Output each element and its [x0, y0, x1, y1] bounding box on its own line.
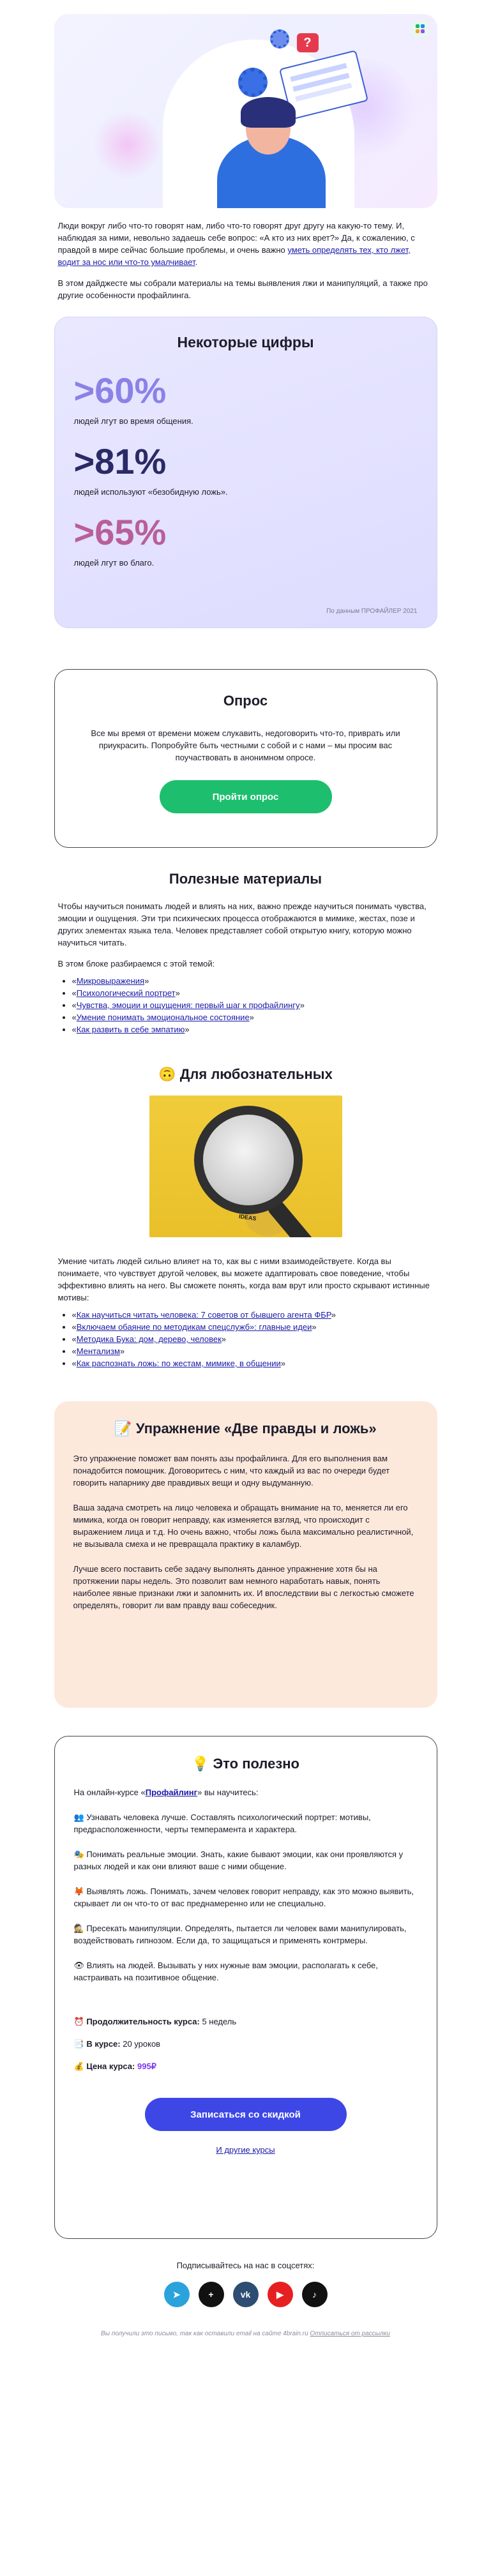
magnifier-icon [194, 1106, 303, 1214]
plus-icon[interactable]: + [199, 2282, 224, 2307]
exercise-title: 📝 Упражнение «Две правды и ложь» [114, 1420, 377, 1436]
exercise-paragraph: Лучше всего поставить себе задачу выполнять данное упражнение хотя бы на протяжении пары недель. Это позволит вам немного наработать навык, понять наиболее явные признаки лжи и запомнить их. И впоследствии вы с легкостью сможете определять, говорит ли вам правду ваш собеседник. [73, 1564, 414, 1610]
stat-item [74, 372, 418, 426]
course-duration: ⏰ Продолжительность курса: 5 недель [73, 2017, 237, 2026]
course-intro: На онлайн-курсе «Профайлинг» вы научитесь: [73, 1788, 259, 1797]
skill-item: 🎭 Понимать реальные эмоции. Знать, какие бывают эмоции, как они проявляются у разных людей и как они влияют ваше с ними общение. [73, 1849, 404, 1871]
materials-link[interactable]: Микровыражения [76, 976, 145, 986]
skill-item: 👥 Узнавать человека лучше. Составлять психологический портрет: мотивы, предрасположенности, черты темперамента и характера. [73, 1812, 371, 1834]
intro [58, 220, 434, 301]
curious-link[interactable]: Ментализм [76, 1346, 120, 1356]
list-item: • «Включаем обаяние по методикам спецслужб»: главные идеи» [72, 1321, 437, 1333]
fox-icon: 🦊 [73, 1887, 84, 1896]
stats-source: По данным ПРОФАЙЛЕР 2021 [326, 608, 418, 615]
memo-icon: 📝 [114, 1420, 132, 1436]
question-bubble-icon [297, 33, 319, 52]
survey-title: Опрос [223, 693, 268, 709]
materials-section [54, 871, 437, 1036]
materials-links [58, 975, 437, 1036]
stat-value: >81% [73, 441, 167, 481]
vk-icon[interactable]: vk [233, 2282, 259, 2307]
enroll-discount-button[interactable]: Записаться со скидкой [145, 2098, 347, 2131]
photo-caption: IDEAS [238, 1213, 257, 1222]
curious-text: Умение читать людей сильно влияет на то, как вы с ними взаимодействуете. Когда вы понимаете, что чувствует другой человек, вы можете адаптировать свое поведение, чтобы эффективно влиять на него. Вы сможете понять, когда вам врут или просто скрывают истинные мотивы: [57, 1256, 430, 1302]
detective-icon: 🕵 [73, 1924, 84, 1933]
bookmark-tabs-icon: 📑 [73, 2039, 84, 2049]
newsletter [54, 0, 437, 2337]
light-bulb-icon: 💡 [192, 1756, 209, 1772]
curious-links [58, 1309, 437, 1369]
list-item: • «Умение понимать эмоциональное состояние» [72, 1011, 437, 1023]
list-item: • «Как распознать ложь: по жестам, мимике, в общении» [72, 1357, 437, 1369]
alarm-clock-icon: ⏰ [73, 2017, 84, 2026]
intro-paragraph-2: В этом дайджесте мы собрали материалы на темы выявления лжи и манипуляций, а также про другие особенности профайлинга. [57, 278, 428, 300]
tiktok-icon[interactable]: ♪ [302, 2282, 328, 2307]
materials-text: Чтобы научиться понимать людей и влиять на них, важно прежде научиться понимать чувства, эмоции и ощущения. Эти три психических процесса отображаются в мимике, жестах, позе и других элементах языка тела. Человек представляет собой открытую книгу, которую можно научиться читать. [57, 901, 427, 947]
social-icons [54, 2282, 437, 2307]
footer-text: Вы получили это письмо, так как оставили email на сайте 4brain.ru [101, 2330, 310, 2337]
masks-icon: 🎭 [73, 1849, 84, 1859]
other-courses-link[interactable]: И другие курсы [216, 2145, 275, 2155]
exercise-paragraph: Ваша задача смотреть на лицо человека и обращать внимание на то, меняется ли его мимика, когда он говорит неправду, как изменяется взгляд, что происходит с выражением лица и т.д. Но очень важно, чтобы ложь была максимально реалистичной, не вызывала смеха и не превращала практику в каламбур. [73, 1503, 414, 1549]
materials-title: Полезные материалы [169, 871, 322, 887]
curious-link[interactable]: Методика Бука: дом, дерево, человек [76, 1334, 222, 1344]
course-lessons: 📑 В курсе: 20 уроков [73, 2039, 161, 2049]
stats-title: Некоторые цифры [177, 334, 314, 350]
social-label: Подписывайтесь на нас в соцсетях: [176, 2261, 315, 2270]
course-price: 💰 Цена курса: 995₽ [73, 2061, 156, 2071]
eye-icon: 👁 [73, 1961, 85, 1970]
youtube-icon[interactable]: ▶ [268, 2282, 293, 2307]
skill-item: 👁 Влиять на людей. Вызывать у них нужные вам эмоции, располагать к себе, настраивать на позитивное общение. [73, 1961, 378, 1982]
gear-icon [238, 68, 268, 97]
stat-item [74, 513, 418, 568]
course-link[interactable]: Профайлинг [145, 1788, 198, 1797]
materials-link[interactable]: Психологический портрет [76, 988, 176, 998]
other-courses [74, 2145, 418, 2155]
curious-link[interactable]: Как распознать ложь: по жестам, мимике, в общении [76, 1359, 281, 1368]
skill-item: 🦊 Выявлять ложь. Понимать, зачем человек говорит неправду, как это можно выявить, скрывает ли он что-то от вас преднамеренно или не специально. [73, 1887, 414, 1908]
intro-paragraph: Люди вокруг либо что-то говорят нам, либо что-то говорят друг другу на какую-то тему. И, наблюдая за ними, невольно задаешь себе вопрос: «А кто из них врет?» Да, к сожалению, с правдой в мире сейчас большие проблемы, и очень важно уметь определять тех, кто лжет, водит за нос или что-то умалчивает. [57, 221, 415, 267]
curious-title: 🙃 Для любознательных [158, 1066, 333, 1082]
course-title: 💡 Это полезно [192, 1756, 299, 1772]
list-item: • «Чувства, эмоции и ощущения: первый шаг к профайлингу» [72, 999, 437, 1011]
gear-icon [270, 29, 289, 49]
stat-value: >65% [73, 512, 167, 552]
take-survey-button[interactable]: Пройти опрос [160, 780, 332, 813]
survey-text: Все мы время от времени можем слукавить, недоговорить что-то, приврать или приукрасить. Попробуйте быть честными с собой и с нами – мы просим вас поучаствовать в анонимном опросе. [91, 728, 400, 762]
stat-text: людей лгут во время общения. [73, 416, 193, 426]
people-icon: 👥 [73, 1812, 84, 1822]
course-meta [74, 2015, 418, 2072]
list-item: • «Методика Бука: дом, дерево, человек» [72, 1333, 437, 1345]
exercise-paragraph: Это упражнение поможет вам понять азы профайлинга. Для его выполнения вам понадобится помощник. Договоритесь с ним, что каждый из вас по очереди будет говорить напарнику две правдивых вещи и одну выдуманную. [73, 1454, 390, 1488]
list-item: • «Ментализм» [72, 1345, 437, 1357]
magnifier-photo [149, 1096, 342, 1237]
curious-link[interactable]: Включаем обаяние по методикам спецслужб»: главные идеи [76, 1322, 312, 1332]
list-item: • «Микровыражения» [72, 975, 437, 987]
list-item: • «Как научиться читать человека: 7 советов от бывшего агента ФБР» [72, 1309, 437, 1321]
list-item: • «Психологический портрет» [72, 987, 437, 999]
money-bag-icon: 💰 [73, 2061, 84, 2071]
intro-link[interactable]: уметь определять тех, кто лжет, водит за нос или что-то умалчивает [57, 245, 411, 267]
materials-link[interactable]: Как развить в себе эмпатию [76, 1025, 185, 1034]
survey-card [54, 669, 437, 848]
brand-logo-icon [412, 20, 428, 37]
list-item: • «Как развить в себе эмпатию» [72, 1023, 437, 1036]
stat-value: >60% [73, 370, 167, 411]
hero-illustration [54, 14, 437, 208]
stat-text: людей используют «безобидную ложь». [73, 487, 228, 497]
unsubscribe-link[interactable]: Отписаться от рассылки [310, 2330, 390, 2337]
skills-list [74, 1811, 418, 1984]
footer [54, 2330, 437, 2337]
stat-item [74, 442, 418, 497]
curious-link[interactable]: Как научиться читать человека: 7 советов от бывшего агента ФБР [76, 1310, 331, 1320]
price-value: 995₽ [137, 2061, 156, 2071]
telegram-icon[interactable]: ➤ [164, 2282, 190, 2307]
materials-list-intro: В этом блоке разбираемся с этой темой: [57, 959, 215, 968]
course-card [54, 1736, 437, 2239]
exercise-card [54, 1401, 437, 1708]
upside-down-face-icon: 🙃 [158, 1066, 176, 1082]
curious-section [54, 1066, 437, 1369]
stats-card [54, 317, 437, 628]
materials-link[interactable]: Умение понимать эмоциональное состояние [76, 1013, 250, 1022]
social-section [54, 2261, 437, 2307]
stat-text: людей лгут во благо. [73, 558, 155, 568]
skill-item: 🕵 Пресекать манипуляции. Определять, пытается ли человек вами манипулировать, воздействовать гипнозом. Если да, то защищаться и применять контрмеры. [73, 1924, 407, 1945]
materials-link[interactable]: Чувства, эмоции и ощущения: первый шаг к профайлингу [76, 1000, 300, 1010]
